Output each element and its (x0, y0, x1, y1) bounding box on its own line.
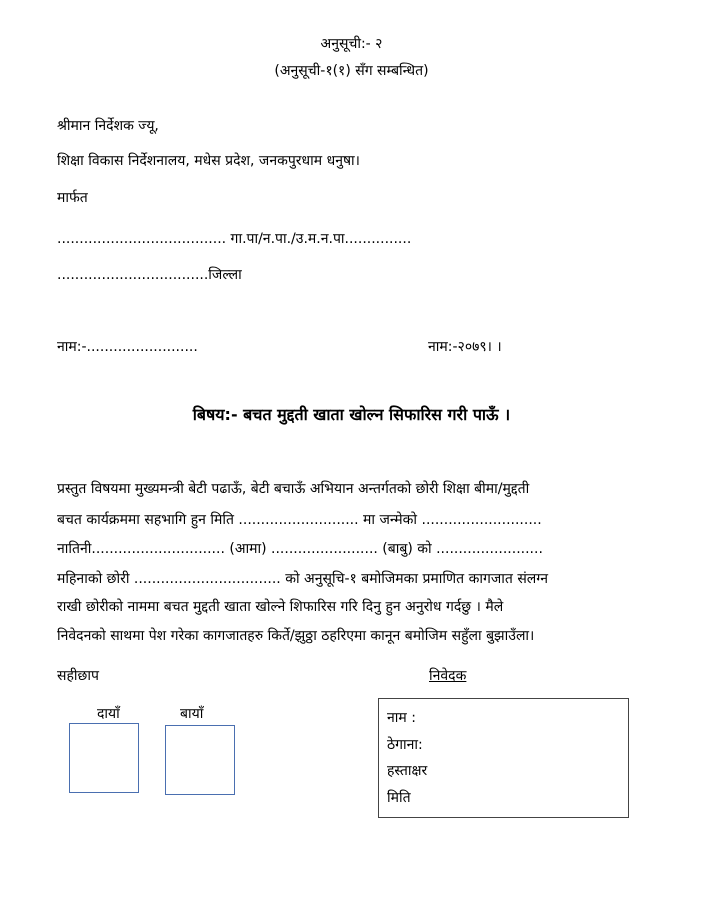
body-line: नातिनी.............................. (आमा) ........................ (बाबु) को ........................ (57, 541, 543, 557)
body-line: प्रस्तुत विषयमा मुख्यमन्त्री बेटी पढाऊँ, बेटी बचाऊँ अभियान अन्तर्गतको छोरी शिक्षा बीमा/मुद्दती (57, 481, 530, 497)
annex-title: अनुसूची:- २ (320, 36, 383, 52)
district-line: ..................................जिल्ला (57, 267, 242, 283)
salutation: श्रीमान निर्देशक ज्यू, (57, 118, 159, 134)
right-thumbprint-box (69, 723, 139, 793)
subject-line: बिषय:- बचत मुद्दती खाता खोल्न सिफारिस गरी पाऊँ । (192, 405, 511, 424)
right-thumb-label: दायाँ (97, 706, 120, 722)
body-line: निवेदनको साथमा पेश गरेका कागजातहरु किर्ते/झुठ्ठा ठहरिएमा कानून बमोजिम सहुँला बुझाउँला। (57, 628, 535, 644)
annex-reference: (अनुसूची-१(१) सँग सम्बन्धित) (274, 63, 429, 79)
reference-left: नाम:-......................... (57, 339, 198, 355)
body-line: राखी छोरीको नाममा बचत मुद्दती खाता खोल्ने शिफारिस गरि दिनु हुन अनुरोध गर्दछु । मैले (57, 599, 504, 615)
office-address: शिक्षा विकास निर्देशनालय, मधेस प्रदेश, जनकपुरधाम धनुषा। (57, 153, 360, 169)
applicant-heading: निवेदक (429, 668, 467, 684)
left-thumbprint-box (165, 725, 235, 795)
municipality-line: ...................................... गा.पा/न.पा./उ.म.न.पा............... (57, 231, 412, 247)
body-line: बचत कार्यक्रममा सहभागि हुन मिति ........................... मा जन्मेको ........................... (57, 512, 542, 528)
applicant-date-label: मिति (387, 790, 411, 806)
body-line: महिनाको छोरी ................................. को अनुसूचि-१ बमोजिमका प्रमाणित कागजात संलग्न (57, 571, 548, 587)
applicant-details-box (378, 698, 629, 818)
applicant-address-label: ठेगाना: (387, 737, 423, 753)
applicant-signature-label: हस्ताक्षर (387, 763, 428, 779)
left-thumb-label: बायाँ (180, 706, 204, 722)
via-label: मार्फत (57, 190, 88, 206)
reference-right: नाम:-२०७९। । (428, 339, 502, 355)
applicant-name-label: नाम : (387, 710, 416, 726)
stamp-label: सहीछाप (57, 668, 99, 684)
